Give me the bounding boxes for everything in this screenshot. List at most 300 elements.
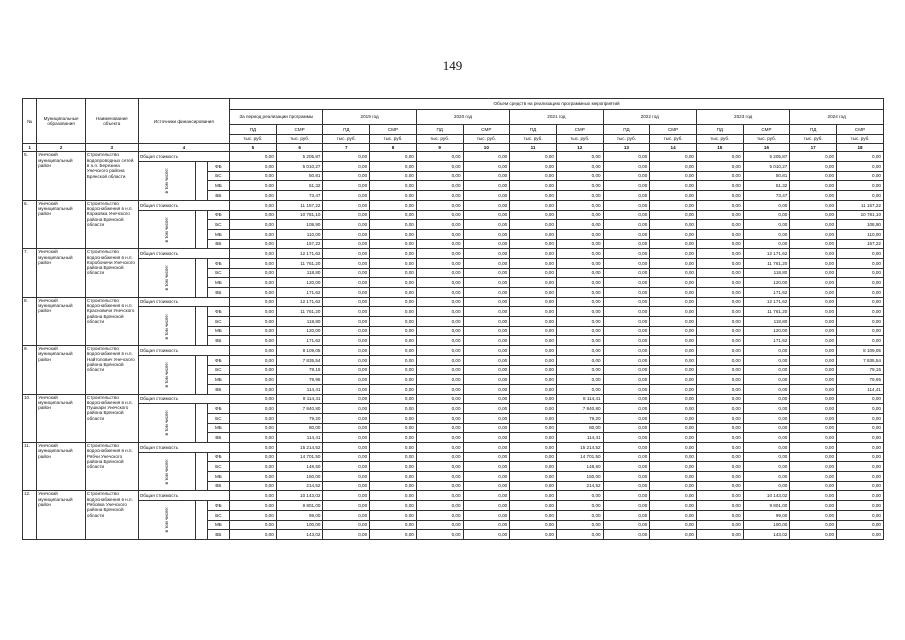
amount-cell: 0,00: [650, 181, 697, 191]
header-unit: тыс. руб.: [650, 134, 697, 144]
amount-cell: 73,47: [743, 191, 790, 201]
amount-cell: 0,00: [837, 249, 884, 259]
amount-cell: 0,00: [696, 346, 743, 356]
amount-cell: 0,00: [416, 472, 463, 482]
amount-cell: 0,00: [510, 355, 557, 365]
amount-cell: 0,00: [603, 307, 650, 317]
amount-cell: 108,90: [837, 220, 884, 230]
amount-cell: 0,00: [416, 491, 463, 501]
amount-cell: 0,00: [416, 365, 463, 375]
amount-cell: 0,00: [463, 191, 510, 201]
amount-cell: 0,00: [230, 239, 277, 249]
amount-cell: 0,00: [837, 404, 884, 414]
header-unit: тыс. руб.: [463, 134, 510, 144]
amount-cell: 51,32: [743, 181, 790, 191]
amount-cell: 0,00: [416, 181, 463, 191]
amount-cell: 11 761,20: [276, 258, 323, 268]
amount-cell: 5 205,87: [276, 152, 323, 162]
amount-cell: 0,00: [790, 404, 837, 414]
header-unit: тыс. руб.: [556, 134, 603, 144]
header-period: 2024 год: [790, 110, 884, 125]
amount-cell: 0,00: [323, 491, 370, 501]
amount-cell: 0,00: [790, 413, 837, 423]
amount-cell: 0,00: [650, 336, 697, 346]
amount-cell: 0,00: [416, 317, 463, 327]
amount-cell: 0,00: [603, 239, 650, 249]
total-label: Общая стоимость: [138, 491, 229, 501]
amount-cell: 0,00: [556, 210, 603, 220]
amount-cell: 108,90: [276, 220, 323, 230]
amount-cell: 0,00: [696, 152, 743, 162]
amount-cell: 0,00: [556, 239, 603, 249]
spacer-cell: [195, 210, 207, 249]
amount-cell: 0,00: [370, 162, 417, 172]
amount-cell: 0,00: [416, 530, 463, 540]
amount-cell: 12 171,62: [276, 249, 323, 259]
amount-cell: 0,00: [650, 510, 697, 520]
amount-cell: 0,00: [556, 530, 603, 540]
header-smr: СМР: [463, 125, 510, 135]
amount-cell: 0,00: [463, 510, 510, 520]
amount-cell: 0,00: [790, 520, 837, 530]
header-unit: тыс. руб.: [230, 134, 277, 144]
header-unit: тыс. руб.: [370, 134, 417, 144]
amount-cell: 118,80: [276, 268, 323, 278]
amount-cell: 0,00: [370, 530, 417, 540]
municipal-name: Унечский муниципальный район: [37, 394, 86, 442]
amount-cell: 0,00: [463, 404, 510, 414]
object-name: Строительство водоснабжения в н.п. Коробоничи Унечского района Брянской области: [85, 249, 138, 297]
amount-cell: 0,00: [370, 375, 417, 385]
amount-cell: 0,00: [696, 191, 743, 201]
amount-cell: 0,00: [837, 413, 884, 423]
amount-cell: 0,00: [603, 220, 650, 230]
incl-label: [138, 355, 195, 394]
amount-cell: 0,00: [463, 365, 510, 375]
amount-cell: 0,00: [696, 355, 743, 365]
amount-cell: 0,00: [790, 472, 837, 482]
amount-cell: 0,00: [556, 171, 603, 181]
amount-cell: 0,00: [463, 491, 510, 501]
amount-cell: 0,00: [556, 501, 603, 511]
amount-cell: 0,00: [463, 268, 510, 278]
amount-cell: 0,00: [650, 491, 697, 501]
header-smr: СМР: [837, 125, 884, 135]
amount-cell: 0,00: [370, 491, 417, 501]
amount-cell: 0,00: [510, 288, 557, 298]
amount-cell: 0,00: [837, 520, 884, 530]
amount-cell: 0,00: [603, 443, 650, 453]
amount-cell: 0,00: [650, 501, 697, 511]
amount-cell: 0,00: [463, 501, 510, 511]
table-row: [23, 249, 884, 259]
municipal-name: Унечский муниципальный район: [37, 346, 86, 394]
amount-cell: 0,00: [510, 191, 557, 201]
amount-cell: 100,00: [743, 520, 790, 530]
amount-cell: 0,00: [230, 288, 277, 298]
index-row: [23, 144, 884, 152]
amount-cell: 0,00: [323, 443, 370, 453]
amount-cell: 0,00: [743, 433, 790, 443]
index-cell: 14: [650, 144, 697, 152]
amount-cell: 118,80: [276, 317, 323, 327]
amount-cell: 14 701,50: [276, 452, 323, 462]
amount-cell: 0,00: [603, 491, 650, 501]
amount-cell: 0,00: [230, 530, 277, 540]
amount-cell: 0,00: [650, 462, 697, 472]
amount-cell: 0,00: [323, 181, 370, 191]
amount-cell: 0,00: [790, 336, 837, 346]
amount-cell: 0,00: [743, 413, 790, 423]
amount-cell: 0,00: [510, 433, 557, 443]
header-unit: тыс. руб.: [416, 134, 463, 144]
row-number: 7.: [23, 249, 37, 297]
spacer-cell: [195, 501, 207, 540]
amount-cell: 0,00: [510, 181, 557, 191]
amount-cell: 0,00: [556, 365, 603, 375]
amount-cell: 0,00: [790, 365, 837, 375]
financing-table: [22, 98, 884, 540]
source-code: МБ: [207, 278, 229, 288]
amount-cell: 0,00: [323, 336, 370, 346]
header-source: Источники финансирования: [138, 99, 229, 144]
amount-cell: 0,00: [463, 200, 510, 210]
amount-cell: 0,00: [650, 472, 697, 482]
amount-cell: 0,00: [790, 191, 837, 201]
source-code: ВБ: [207, 433, 229, 443]
amount-cell: 0,00: [230, 268, 277, 278]
amount-cell: 0,00: [323, 452, 370, 462]
amount-cell: 0,00: [556, 375, 603, 385]
object-name: Строительство водоснабжения в н.п. Красновичи Унечского района Брянской области: [85, 297, 138, 345]
amount-cell: 0,00: [790, 229, 837, 239]
amount-cell: 0,00: [416, 336, 463, 346]
amount-cell: 0,00: [603, 520, 650, 530]
amount-cell: 0,00: [323, 191, 370, 201]
amount-cell: 0,00: [556, 229, 603, 239]
header-unit: тыс. руб.: [510, 134, 557, 144]
amount-cell: 10 781,10: [837, 210, 884, 220]
municipal-name: Унечский муниципальный район: [37, 443, 86, 491]
object-name: Строительство водопроводных сетей в н.п. Березина Унечского района Брянской области: [85, 152, 138, 200]
amount-cell: 0,00: [650, 249, 697, 259]
total-label: Общая стоимость: [138, 346, 229, 356]
amount-cell: 0,00: [837, 423, 884, 433]
index-cell: 16: [743, 144, 790, 152]
amount-cell: 0,00: [416, 326, 463, 336]
amount-cell: 80,00: [556, 423, 603, 433]
amount-cell: 0,00: [230, 452, 277, 462]
header-pd: ПД: [790, 125, 837, 135]
spacer-cell: [195, 162, 207, 201]
index-cell: 8: [370, 144, 417, 152]
amount-cell: 0,00: [370, 394, 417, 404]
amount-cell: 0,00: [510, 317, 557, 327]
amount-cell: 0,00: [650, 443, 697, 453]
amount-cell: 0,00: [743, 220, 790, 230]
amount-cell: 0,00: [416, 220, 463, 230]
amount-cell: 0,00: [416, 210, 463, 220]
header-period: 2022 год: [603, 110, 696, 125]
amount-cell: 110,00: [837, 229, 884, 239]
index-cell: 9: [416, 144, 463, 152]
amount-cell: 0,00: [230, 384, 277, 394]
amount-cell: 0,00: [603, 481, 650, 491]
amount-cell: 0,00: [463, 239, 510, 249]
amount-cell: 0,00: [230, 326, 277, 336]
source-code: ВБ: [207, 530, 229, 540]
amount-cell: 0,00: [370, 152, 417, 162]
amount-cell: 0,00: [323, 462, 370, 472]
amount-cell: 0,00: [416, 346, 463, 356]
table-row: [23, 443, 884, 453]
amount-cell: 0,00: [416, 404, 463, 414]
amount-cell: 0,00: [230, 413, 277, 423]
amount-cell: 0,00: [790, 443, 837, 453]
source-code: БС: [207, 365, 229, 375]
amount-cell: 0,00: [510, 278, 557, 288]
amount-cell: 0,00: [603, 336, 650, 346]
amount-cell: 0,00: [743, 443, 790, 453]
amount-cell: 0,00: [696, 297, 743, 307]
amount-cell: 0,00: [370, 452, 417, 462]
amount-cell: 0,00: [556, 297, 603, 307]
index-cell: 1: [23, 144, 37, 152]
amount-cell: 0,00: [230, 423, 277, 433]
amount-cell: 0,00: [603, 404, 650, 414]
amount-cell: 0,00: [230, 491, 277, 501]
amount-cell: 0,00: [837, 191, 884, 201]
amount-cell: 0,00: [230, 481, 277, 491]
amount-cell: 0,00: [743, 375, 790, 385]
source-code: ФБ: [207, 210, 229, 220]
amount-cell: 0,00: [556, 384, 603, 394]
municipal-name: Унечский муниципальный район: [37, 152, 86, 200]
amount-cell: 0,00: [510, 297, 557, 307]
amount-cell: 0,00: [650, 384, 697, 394]
amount-cell: 0,00: [837, 171, 884, 181]
amount-cell: 0,00: [790, 481, 837, 491]
header-unit: тыс. руб.: [743, 134, 790, 144]
amount-cell: 0,00: [230, 404, 277, 414]
amount-cell: 0,00: [837, 162, 884, 172]
amount-cell: 10 143,02: [276, 491, 323, 501]
amount-cell: 0,00: [510, 394, 557, 404]
amount-cell: 120,00: [743, 326, 790, 336]
amount-cell: 0,00: [696, 200, 743, 210]
amount-cell: 0,00: [556, 336, 603, 346]
incl-label-text: в том числе:: [163, 313, 169, 339]
amount-cell: 0,00: [463, 452, 510, 462]
row-number: 6.: [23, 200, 37, 248]
incl-label-text: в том числе:: [163, 168, 169, 194]
amount-cell: 0,00: [790, 220, 837, 230]
amount-cell: 0,00: [650, 200, 697, 210]
amount-cell: 0,00: [510, 152, 557, 162]
total-label: Общая стоимость: [138, 152, 229, 162]
amount-cell: 148,50: [556, 462, 603, 472]
spacer-cell: [195, 307, 207, 346]
amount-cell: 171,62: [276, 288, 323, 298]
amount-cell: 0,00: [650, 481, 697, 491]
amount-cell: 0,00: [837, 307, 884, 317]
amount-cell: 0,00: [463, 249, 510, 259]
amount-cell: 80,00: [276, 423, 323, 433]
amount-cell: 0,00: [323, 210, 370, 220]
amount-cell: 0,00: [837, 288, 884, 298]
amount-cell: 0,00: [370, 278, 417, 288]
header-pd: ПД: [323, 125, 370, 135]
amount-cell: 0,00: [370, 258, 417, 268]
header-municipal: Муниципальные образования: [37, 99, 86, 144]
header-smr: СМР: [370, 125, 417, 135]
incl-label: [138, 501, 195, 540]
amount-cell: 50,81: [276, 171, 323, 181]
amount-cell: 0,00: [370, 297, 417, 307]
amount-cell: 0,00: [837, 336, 884, 346]
index-cell: 11: [510, 144, 557, 152]
amount-cell: 0,00: [463, 346, 510, 356]
amount-cell: 0,00: [323, 375, 370, 385]
amount-cell: 0,00: [323, 162, 370, 172]
amount-cell: 0,00: [510, 336, 557, 346]
header-period: 2020 год: [416, 110, 509, 125]
amount-cell: 0,00: [323, 326, 370, 336]
amount-cell: 0,00: [603, 268, 650, 278]
amount-cell: 157,22: [837, 239, 884, 249]
amount-cell: 7 840,80: [276, 404, 323, 414]
source-code: ВБ: [207, 384, 229, 394]
amount-cell: 0,00: [696, 288, 743, 298]
amount-cell: 11 157,22: [276, 200, 323, 210]
amount-cell: 0,00: [790, 239, 837, 249]
amount-cell: 0,00: [370, 501, 417, 511]
header-unit: тыс. руб.: [323, 134, 370, 144]
amount-cell: 0,00: [510, 384, 557, 394]
amount-cell: 0,00: [370, 346, 417, 356]
index-cell: 7: [323, 144, 370, 152]
amount-cell: 0,00: [510, 462, 557, 472]
amount-cell: 8 114,41: [276, 394, 323, 404]
amount-cell: 0,00: [837, 326, 884, 336]
amount-cell: 0,00: [743, 404, 790, 414]
amount-cell: 114,41: [276, 384, 323, 394]
amount-cell: 0,00: [696, 384, 743, 394]
amount-cell: 0,00: [323, 384, 370, 394]
amount-cell: 0,00: [603, 258, 650, 268]
amount-cell: 0,00: [696, 171, 743, 181]
amount-cell: 0,00: [743, 200, 790, 210]
amount-cell: 0,00: [370, 220, 417, 230]
amount-cell: 0,00: [370, 481, 417, 491]
amount-cell: 0,00: [323, 346, 370, 356]
amount-cell: 0,00: [416, 375, 463, 385]
amount-cell: 0,00: [463, 481, 510, 491]
amount-cell: 0,00: [790, 462, 837, 472]
source-code: МБ: [207, 326, 229, 336]
total-label: Общая стоимость: [138, 249, 229, 259]
amount-cell: 0,00: [603, 171, 650, 181]
header-unit: тыс. руб.: [276, 134, 323, 144]
amount-cell: 0,00: [230, 317, 277, 327]
amount-cell: 0,00: [556, 152, 603, 162]
amount-cell: 0,00: [323, 258, 370, 268]
amount-cell: 0,00: [837, 452, 884, 462]
amount-cell: 0,00: [837, 433, 884, 443]
spacer-cell: [195, 452, 207, 491]
amount-cell: 0,00: [556, 346, 603, 356]
row-number: 11.: [23, 443, 37, 491]
amount-cell: 0,00: [696, 375, 743, 385]
amount-cell: 0,00: [416, 433, 463, 443]
header-unit: тыс. руб.: [837, 134, 884, 144]
amount-cell: 0,00: [837, 181, 884, 191]
amount-cell: 0,00: [837, 394, 884, 404]
amount-cell: 99,00: [743, 510, 790, 520]
amount-cell: 0,00: [230, 520, 277, 530]
amount-cell: 0,00: [416, 462, 463, 472]
spacer-cell: [195, 258, 207, 297]
amount-cell: 5 010,27: [743, 162, 790, 172]
source-code: БС: [207, 462, 229, 472]
document-page: [22, 98, 884, 540]
amount-cell: 0,00: [790, 510, 837, 520]
header-period: 2019 год: [323, 110, 416, 125]
amount-cell: 0,00: [790, 530, 837, 540]
amount-cell: 0,00: [370, 462, 417, 472]
amount-cell: 0,00: [603, 510, 650, 520]
amount-cell: 0,00: [510, 171, 557, 181]
amount-cell: 0,00: [370, 239, 417, 249]
amount-cell: 0,00: [416, 394, 463, 404]
table-row: [23, 355, 884, 365]
object-name: Строительство водоснабжения в н.п. Рябчи Унечского района Брянской области: [85, 443, 138, 491]
amount-cell: 0,00: [323, 481, 370, 491]
index-cell: 2: [37, 144, 86, 152]
amount-cell: 0,00: [463, 326, 510, 336]
amount-cell: 11 761,20: [743, 307, 790, 317]
amount-cell: 0,00: [790, 452, 837, 462]
header-period: За период реализации программы: [230, 110, 323, 125]
amount-cell: 0,00: [370, 229, 417, 239]
amount-cell: 0,00: [603, 384, 650, 394]
amount-cell: 0,00: [696, 181, 743, 191]
amount-cell: 0,00: [743, 384, 790, 394]
index-cell: 4: [138, 144, 229, 152]
amount-cell: 0,00: [323, 229, 370, 239]
amount-cell: 0,00: [463, 375, 510, 385]
amount-cell: 0,00: [650, 152, 697, 162]
amount-cell: 0,00: [416, 452, 463, 462]
amount-cell: 0,00: [743, 452, 790, 462]
amount-cell: 0,00: [463, 413, 510, 423]
incl-label: [138, 258, 195, 297]
amount-cell: 12 171,62: [276, 297, 323, 307]
amount-cell: 0,00: [416, 239, 463, 249]
amount-cell: 0,00: [323, 530, 370, 540]
object-name: Строительство водоснабжения в н.п. Коржовка Унечского района Брянской области: [85, 200, 138, 248]
header-period: 2023 год: [696, 110, 789, 125]
amount-cell: 0,00: [370, 181, 417, 191]
amount-cell: 0,00: [556, 520, 603, 530]
amount-cell: 9 801,00: [743, 501, 790, 511]
amount-cell: 0,00: [696, 481, 743, 491]
amount-cell: 0,00: [837, 443, 884, 453]
amount-cell: 0,00: [463, 394, 510, 404]
amount-cell: 0,00: [510, 210, 557, 220]
amount-cell: 0,00: [650, 433, 697, 443]
amount-cell: 0,00: [743, 462, 790, 472]
